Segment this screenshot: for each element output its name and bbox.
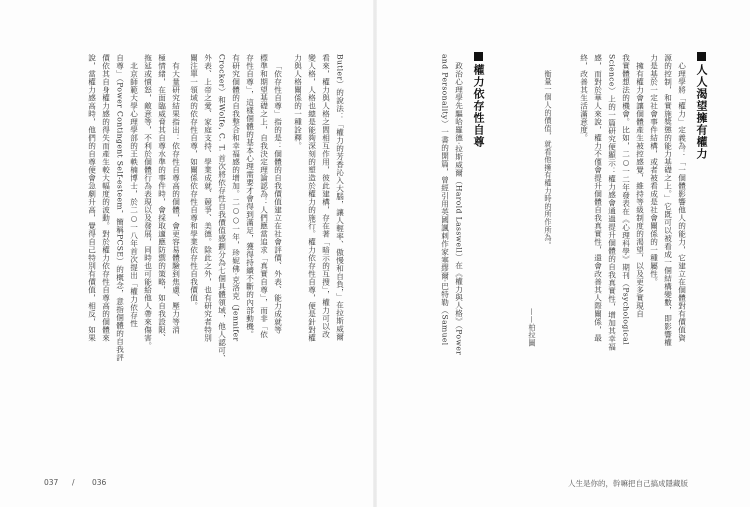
book-gutter [373,0,377,507]
right-paragraph-line: 擁有權力會讓個體產生被控感覺，維持等級制度的渴望，以及更多實現自 [635,62,645,318]
left-paragraph-line: 力與人格關係的一種詮釋。 [293,54,303,150]
right-page-heading [693,52,709,242]
epigraph-author: ——柏拉圖 [528,308,537,347]
left-paragraph-line: 北京師範大學心理學部的王軼楠博士，於二○一八年首次提出「權力依存性 [129,62,139,328]
section-heading-text: 權力依存性自尊 [472,64,485,148]
section-paragraph-line: and Personality）一書的開篇，曾經引用英國諷刺作家塞繆爾·巴特勒（Samuel [440,54,450,346]
left-paragraph-line: 看來，權力與人格之間相互作用，彼此建構，存在著「暗示的互搜」，權力可以改 [321,54,331,339]
right-heading-text: 人人渴望擁有權力 [695,64,708,160]
left-paragraph-line: Crocker）和Wolfe, C. T. 首次將依存性自我價值感劃分為七個具體領域，他人認可、 [217,54,227,363]
right-running-footer: 人生是你的，幹嘛把自己搞成隱藏版 [568,479,688,488]
right-paragraph-line: 我實體想法的機會。比如，二○一二年發表在《心理科學》期刊（Psychological [621,54,631,345]
left-paragraph-line: 價依其自身權力感的得失而產生較大幅度的波動。對於權力依存性自尊高的個體來 [101,54,111,342]
heading-marker-icon [474,52,483,61]
right-paragraph-line: Science）上的一篇研究便顯示：權力感會通過提升個體的自我真實性，增加其幸福 [607,54,617,351]
right-page-number: 036 [92,478,107,487]
right-paragraph-line: 終，改善其生活滿意度。 [579,54,589,142]
left-paragraph-line: 極情緒，在面臨威脅其自尊水準的事件時，會採取適應防禦的策略，如自我設限、 [157,54,167,342]
heading-marker-icon [697,52,706,61]
left-paragraph-line: 「依存性自尊」指的是：個體的自我價值建立在社會評價、外表、能力成就等 [273,62,283,334]
right-paragraph-line: 感，而對於華人來說，權力不僅會提升個體自我真實性，還會改善其人際關係，最 [593,54,603,342]
left-paragraph-line: 有研究個體的自我整合和幸福感的增加。二○○一年，珍妮佛·克洛克（Jennifer [231,54,241,342]
right-paragraph-line: 心理學將「權力」定義為：「一個體影響他人的能力，它建立在個體對有價值資 [677,62,687,342]
left-paragraph-line: 存性自尊」，這樣個體的基本心理需要才會得到滿足，獲得持續不斷的內部動機。 [245,54,255,339]
left-paragraph-line: 有大量研究結果指出：依存性自尊高的個體，會更容易體驗到焦慮、壓力等消 [171,62,181,334]
section-heading-power-esteem [470,52,486,212]
left-paragraph-line: 關注單一領域的依存性自尊，如關係依存性自尊和學業依存性自我價值。 [189,54,199,310]
left-paragraph-line: 外表、上帝之愛、家庭支持、學業成就、競爭、美德。除此之外，也有研究者特別 [203,54,213,342]
left-paragraph-line: 標準和期望基礎之上，自我決定理論認為：人們應當追求「真實自尊」，而非「依 [259,54,269,339]
right-paragraph-line: 力是基於一定社會事件結構，或者被看成是社會關係的一種屬性。 [649,54,659,286]
page-separator: / [72,478,75,487]
left-paragraph-line: 變人格，人格也總是能夠深刻的塑造於權力的施行。權力依存性自尊，便是針對權 [307,54,317,342]
section-paragraph-line: 政治心理學先驅哈羅德·拉斯威爾（Harold Lasswell）在《權力與人格》（Power [454,62,464,356]
left-page-number: 037 [44,478,59,487]
left-paragraph-line: 拖延或憤怒，敵意等，不利於個體行為表現以及發展，同時也可能給他人帶來傷害。 [143,54,153,350]
left-paragraph-line: Butler）的說法：「權力的芳香沁入大腦，讓人輕率、傲慢和自負，」在拉斯威爾 [335,54,345,341]
right-paragraph-line: 源的控制，和實施獎懲的能力基礎之上。」它既可以被看成一個結構變數，即影響權 [663,54,673,347]
left-paragraph-line: 說，當權力感高時，他們的自尊便會急劇升高，覺得自己特別有價值，相反，如果 [87,54,97,342]
epigraph-quote: 衡量一個人的價值，就看他擁有權力時的所作所為。 [544,70,553,250]
left-paragraph-line: 自尊」（Power Contingent Self-esteem，簡稱PCSE）的概念，意指個體的自我評 [115,54,125,362]
